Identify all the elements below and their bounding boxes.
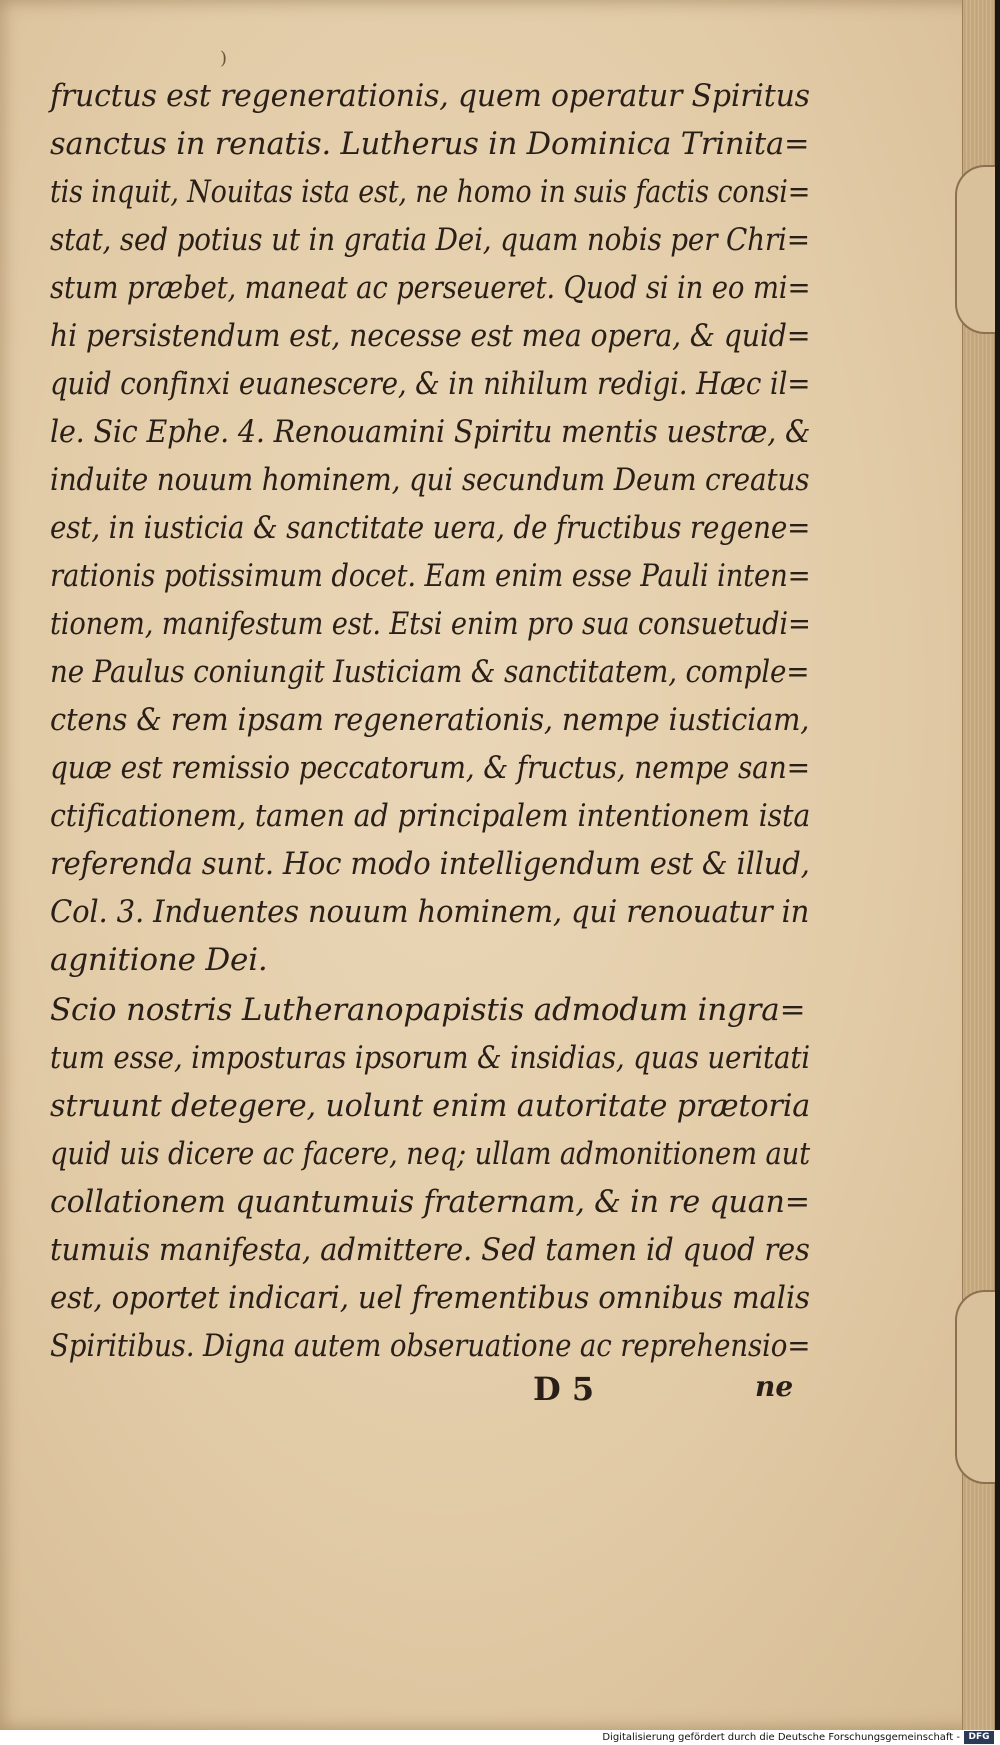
text-line: tumuis manifesta, admittere. Sed tamen id quod res <box>50 1232 810 1268</box>
text-line: fructus est regenerationis, quem operatur Spiritus <box>50 78 810 114</box>
ink-mark: ) <box>220 48 228 69</box>
text-line: quæ est remissio peccatorum, & fructus, nempe san= <box>50 750 810 786</box>
text-line: tionem, manifestum est. Etsi enim pro sua consuetudi= <box>50 606 811 642</box>
text-line: tis inquit, Nouitas ista est, ne homo in suis factis consi= <box>50 174 811 210</box>
digitization-footer <box>0 1730 1000 1745</box>
text-line: rationis potissimum docet. Eam enim esse Pauli inten= <box>50 558 811 594</box>
fore-edge-tab-lower <box>955 1290 995 1484</box>
text-line: stum præbet, maneat ac perseueret. Quod si in eo mi= <box>50 270 811 306</box>
text-line: ne Paulus coniungit Iusticiam & sanctitatem, comple= <box>50 654 810 690</box>
text-line: ctificationem, tamen ad principalem intentionem ista <box>50 798 811 834</box>
text-line: sanctus in renatis. Lutherus in Dominica Trinita= <box>50 126 810 162</box>
funding-credit: Digitalisierung gefördert durch die Deutsche Forschungsgemeinschaft - <box>602 1732 960 1743</box>
text-line: est, oportet indicari, uel frementibus omnibus malis <box>50 1280 810 1316</box>
text-line: est, in iusticia & sanctitate uera, de fructibus regene= <box>50 510 811 546</box>
text-line: Scio nostris Lutheranopapistis admodum ingra= <box>50 992 806 1028</box>
text-line: Col. 3. Induentes nouum hominem, qui renouatur in <box>50 894 810 930</box>
text-line: Spiritibus. Digna autem obseruatione ac reprehensio= <box>50 1328 811 1364</box>
text-line: hi persistendum est, necesse est mea opera, & quid= <box>50 318 811 354</box>
text-line: induite nouum hominem, qui secundum Deum creatus <box>50 462 810 498</box>
text-line: collationem quantumuis fraternam, & in re quan= <box>50 1184 810 1220</box>
text-line: quid confinxi euanescere, & in nihilum redigi. Hæc il= <box>50 366 811 402</box>
dfg-logo-icon: DFG <box>964 1731 994 1744</box>
text-line: referenda sunt. Hoc modo intelligendum est & illud, <box>50 846 810 882</box>
text-line: ctens & rem ipsam regenerationis, nempe iusticiam, <box>50 702 810 738</box>
catchword: ne <box>755 1370 794 1403</box>
text-line: le. Sic Ephe. 4. Renouamini Spiritu mentis uestræ, & <box>50 414 811 450</box>
fore-edge-tab-upper <box>955 165 995 334</box>
signature-mark: D 5 <box>533 1370 595 1408</box>
text-line: quid uis dicere ac facere, neq; ullam admonitionem aut <box>50 1136 810 1172</box>
text-line: tum esse, imposturas ipsorum & insidias, quas ueritati <box>50 1040 810 1076</box>
body-text <box>50 74 810 1414</box>
text-line: stat, sed potius ut in gratia Dei, quam nobis per Chri= <box>50 222 810 258</box>
text-line: agnitione Dei. <box>50 942 268 978</box>
text-line: struunt detegere, uolunt enim autoritate prætoria <box>50 1088 811 1124</box>
